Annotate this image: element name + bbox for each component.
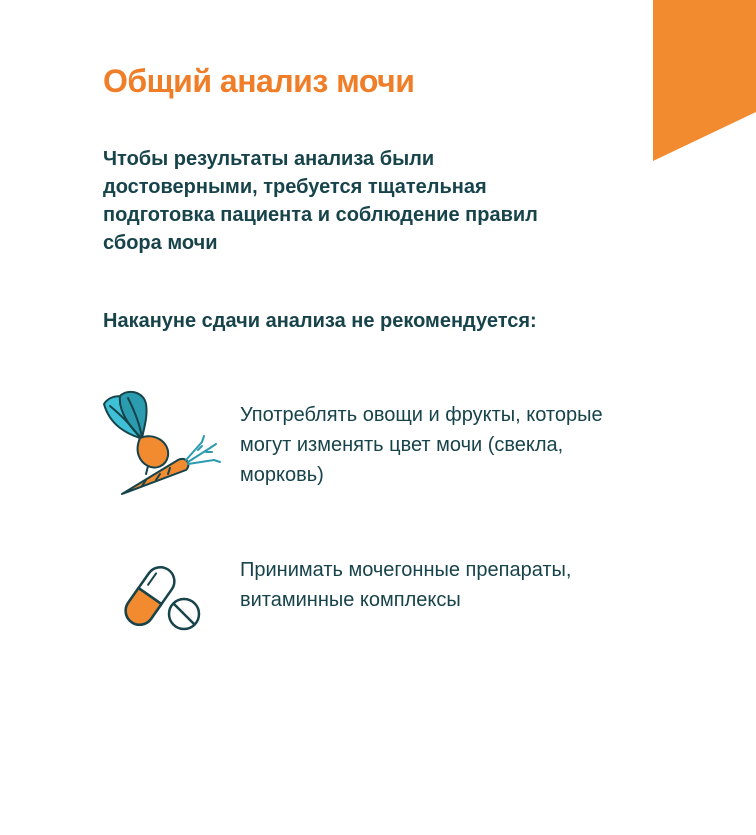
- pills-icon: [122, 560, 206, 636]
- corner-decoration: [653, 0, 756, 161]
- page-title: Общий анализ мочи: [103, 63, 415, 99]
- intro-text: Чтобы результаты анализа были достоверными, требуется тщательная подготовка пациента и соблюдение правил сбора мочи: [103, 148, 538, 254]
- recommendation-item: Принимать мочегонные препараты, витаминные комплексы: [240, 559, 572, 611]
- recommendation-item: Употреблять овощи и фрукты, которые могут изменять цвет мочи (свекла, морковь): [240, 404, 603, 486]
- vegetables-icon: [98, 390, 226, 498]
- section-heading: Накануне сдачи анализа не рекомендуется:: [103, 310, 537, 332]
